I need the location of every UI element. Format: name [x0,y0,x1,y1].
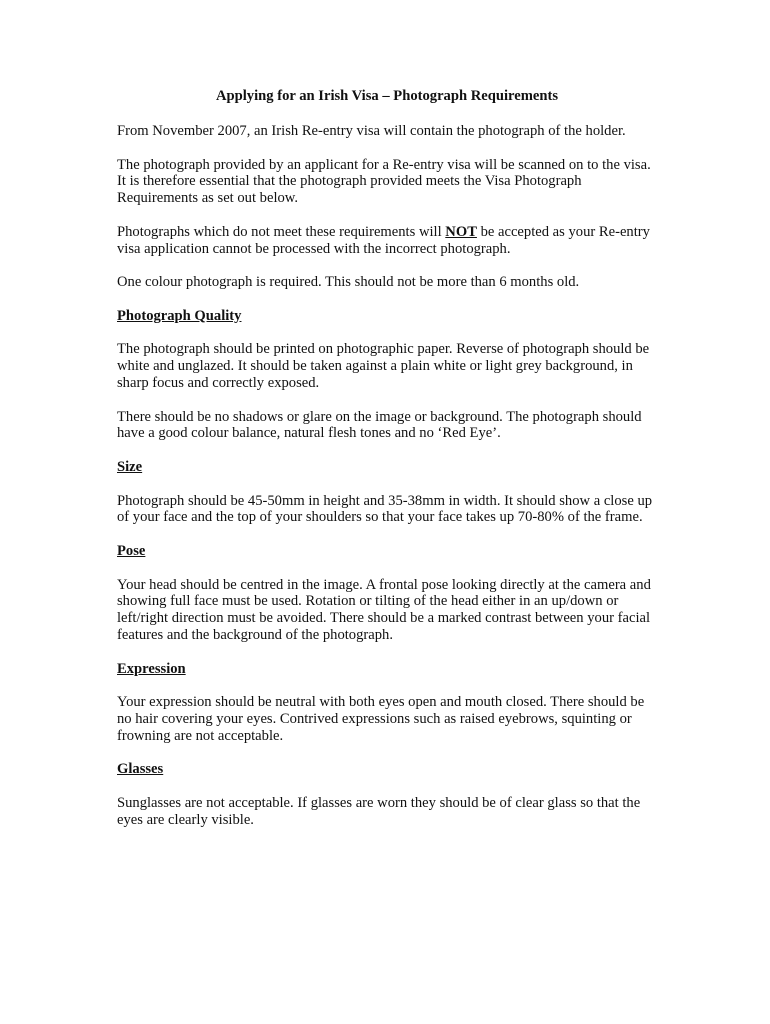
intro-paragraph-1: From November 2007, an Irish Re-entry visa will contain the photograph of the holder. [117,123,626,139]
document-page [117,86,657,845]
intro-paragraph-3-end: be accepted as your Re-entry visa application cannot be processed with the incorrect photograph. [117,223,650,257]
expression-paragraph: Your expression should be neutral with both eyes open and mouth closed. There should be no hair covering your eyes. Contrived expressions such as raised eyebrows, squinting or frowning are not acceptable. [117,694,645,744]
intro-paragraph-4: One colour photograph is required. This should not be more than 6 months old. [117,274,580,291]
pose-paragraph: Your head should be centred in the image. A frontal pose looking directly at the camera and showing full face must be used. Rotation or tilting of the head either in an up/down or left/right direction must be avoided. There should be a marked contrast between your facial features and the background of the photograph. [117,576,651,643]
intro-paragraph-3-start: Photographs which do not meet these requirements will [117,223,446,240]
not-emphasis: NOT [445,223,477,240]
intro-paragraph-3 [117,224,657,258]
section-heading-pose: Pose [117,542,146,559]
glasses-paragraph: Sunglasses are not acceptable. If glasses are worn they should be of clear glass so that the eyes are clearly visible. [117,794,641,828]
intro-paragraph-2: The photograph provided by an applicant for a Re-entry visa will be scanned on to the visa. It is therefore essential that the photograph provided meets the Visa Photograph Requirements as set out below. [117,156,651,207]
section-heading-glasses: Glasses [117,761,164,778]
document-title: Applying for an Irish Visa – Photograph Requirements [215,88,559,104]
size-paragraph: Photograph should be 45-50mm in height and 35-38mm in width. It should show a close up of your face and the top of your shoulders so that your face takes up 70-80% of the frame. [117,492,653,526]
section-heading-size: Size [117,458,143,475]
quality-paragraph-2: There should be no shadows or glare on the image or background. The photograph should have a good colour balance, natural flesh tones and no ‘Red Eye’. [117,408,642,442]
section-heading-photograph-quality: Photograph Quality [117,307,242,324]
quality-paragraph-1: The photograph should be printed on photographic paper. Reverse of photograph should be white and unglazed. It should be taken against a plain white or light grey background, in sharp focus and correctly exposed. [117,341,650,391]
section-heading-expression: Expression [117,660,186,677]
